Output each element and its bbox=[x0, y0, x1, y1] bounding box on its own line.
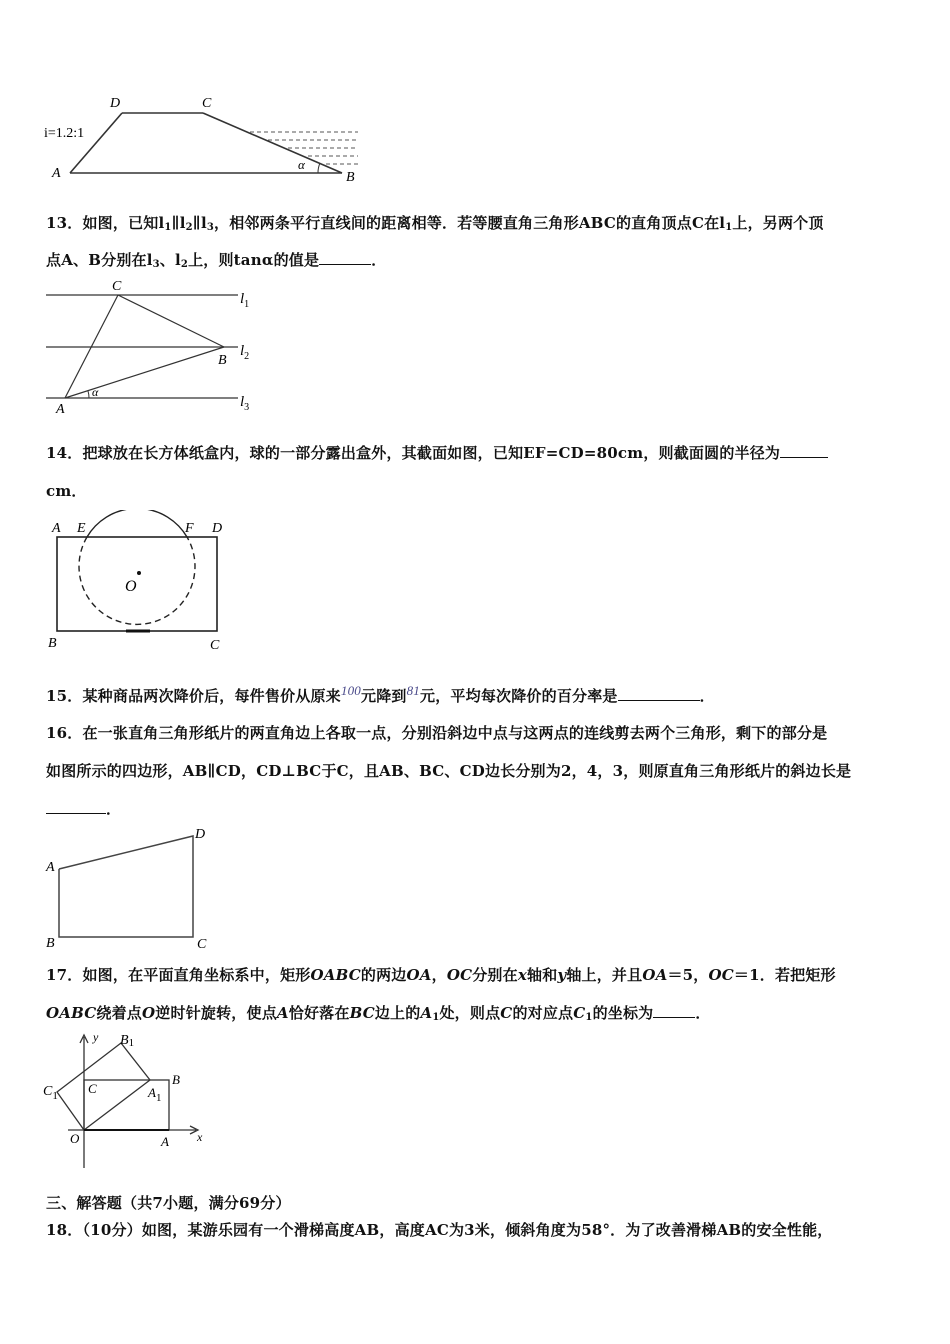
figure-q13-parallel-lines bbox=[40, 275, 270, 420]
answer-blank-q17[interactable] bbox=[653, 1003, 695, 1018]
label-B: B bbox=[48, 636, 57, 651]
q16-number: 16． bbox=[46, 724, 83, 742]
label-O: O bbox=[70, 1131, 80, 1146]
value-81: 81 bbox=[406, 683, 421, 698]
q15-number: 15． bbox=[46, 687, 83, 705]
answer-blank-q14[interactable] bbox=[780, 443, 828, 458]
label-B1: B1 bbox=[120, 1033, 135, 1049]
label-alpha: α bbox=[92, 385, 99, 399]
q15-line1: 15．某种商品两次降价后，每件售价从原来100元降到81元，平均每次降价的百分率是 ． bbox=[46, 683, 715, 705]
q14-number: 14． bbox=[46, 444, 83, 462]
figure-q16-quadrilateral bbox=[40, 820, 230, 955]
answer-blank-q13[interactable] bbox=[319, 250, 371, 265]
label-C1: $C_1$ bbox=[43, 1084, 58, 1102]
label-D: D bbox=[110, 96, 121, 111]
label-B: B bbox=[46, 936, 55, 951]
q13-line2: 点A、B分别在$l_3$、$l_2$上，则tanα的值是 ． bbox=[46, 251, 387, 270]
label-A: A bbox=[161, 1134, 169, 1149]
label-A: A bbox=[56, 402, 65, 417]
q13-number: 13． bbox=[46, 214, 83, 232]
label-y: y bbox=[93, 1030, 99, 1044]
label-A: A bbox=[46, 860, 55, 875]
q16-line3: ． bbox=[46, 798, 121, 819]
label-C: C bbox=[210, 638, 220, 653]
q16-line1: 16．在一张直角三角形纸片的两直角边上各取一点，分别沿斜边中点与这两点的连线剪去两个三角形，剩下的部分是 bbox=[46, 724, 828, 742]
label-O: O bbox=[125, 578, 137, 595]
label-l1: $l_1$ bbox=[240, 291, 250, 310]
value-100: 100 bbox=[340, 683, 361, 698]
label-B: B bbox=[218, 353, 227, 368]
label-B: B bbox=[346, 170, 355, 185]
figure-q14-box-circle bbox=[40, 510, 240, 655]
label-x: x bbox=[197, 1130, 203, 1144]
label-A: A bbox=[52, 166, 61, 181]
label-C: C bbox=[112, 279, 122, 294]
q14-line1: 14．把球放在长方体纸盒内，球的一部分露出盒外，其截面如图，已知EF=CD=80cm，则截面圆的半径为 bbox=[46, 442, 828, 463]
q18-number: 18． bbox=[46, 1221, 83, 1239]
q16-line2: 如图所示的四边形，AB∥CD，CD⊥BC于C，且AB、BC、CD边长分别为2，4，3，则原直角三角形纸片的斜边长是 bbox=[46, 762, 852, 780]
label-l2: $l_2$ bbox=[240, 343, 250, 362]
answer-blank-q16[interactable] bbox=[46, 799, 106, 814]
label-C: C bbox=[197, 937, 207, 952]
label-C: C bbox=[88, 1081, 97, 1096]
figure-q17-coordinate-rotation bbox=[40, 1025, 220, 1175]
q13-line1: 13．如图，已知$l_1\parallel l_2\parallel l_3$，相邻两条平行直线间的距离相等．若等腰直角三角形ABC的直角顶点C在$l_1$上，另两个顶 bbox=[46, 214, 824, 233]
label-B: B bbox=[172, 1072, 180, 1087]
label-C: C bbox=[202, 96, 212, 111]
label-slope: i=1.2:1 bbox=[44, 126, 85, 141]
label-A1: $A_1$ bbox=[148, 1085, 162, 1104]
label-alpha: α bbox=[298, 157, 305, 172]
label-l3: $l_3$ bbox=[240, 394, 250, 413]
label-D: D bbox=[212, 521, 223, 536]
label-A: A bbox=[52, 521, 61, 536]
q14-line2: cm． bbox=[46, 482, 87, 500]
section-3-title: 三、解答题（共7小题，满分69分） bbox=[46, 1194, 291, 1212]
label-E: E bbox=[77, 521, 86, 536]
answer-blank-q15[interactable] bbox=[618, 686, 700, 701]
label-D: D bbox=[195, 827, 206, 842]
label-F: F bbox=[185, 521, 194, 536]
q18-line1: 18．（10分）如图，某游乐园有一个滑梯高度AB，高度AC为3米，倾斜角度为58°．为了改善滑梯AB的安全性能， bbox=[46, 1221, 833, 1239]
q17-number: 17． bbox=[46, 966, 83, 984]
figure-q12-trapezoid bbox=[40, 90, 370, 190]
q17-line1: 17．如图，在平面直角坐标系中，矩形OABC的两边OA，OC分别在x轴和y轴上，并且OA＝5，OC＝1．若把矩形 bbox=[46, 966, 836, 984]
q17-line2: OABC绕着点O逆时针旋转，使点A恰好落在BC边上的$A_1$处，则点C的对应点$C_1$的坐标为 ． bbox=[46, 1004, 711, 1023]
